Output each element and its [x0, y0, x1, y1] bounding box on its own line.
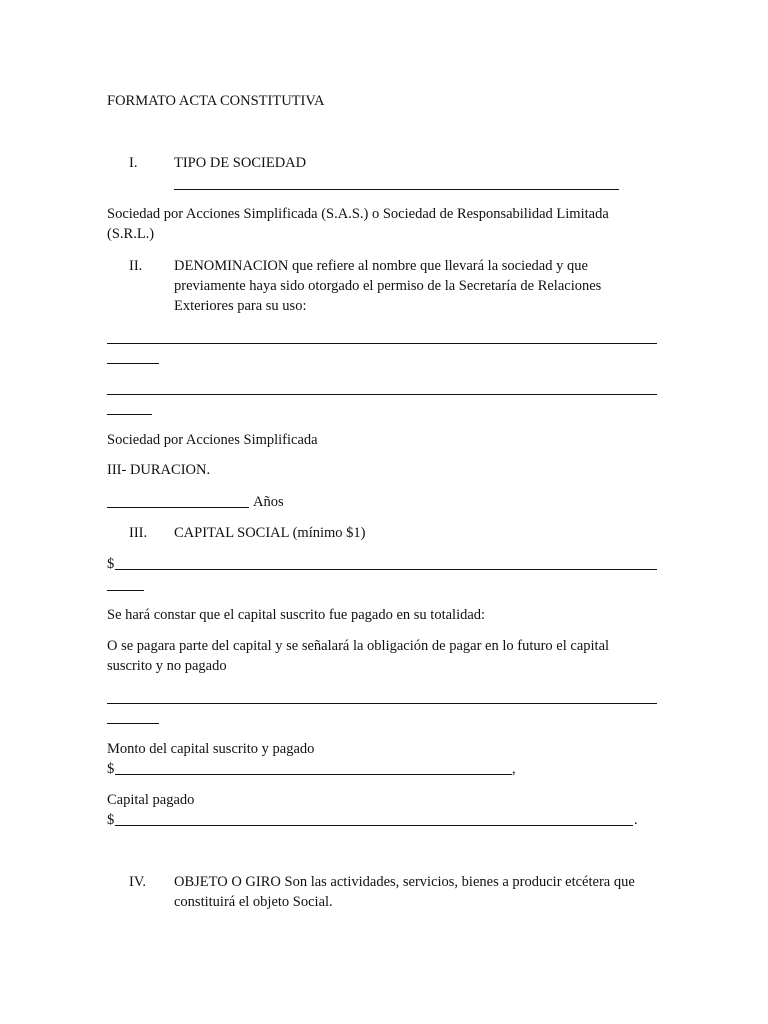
- section-2-numeral: II.: [129, 258, 143, 274]
- denominacion-blank-line-1-cont[interactable]: [107, 363, 159, 364]
- parcial-blank-line-cont[interactable]: [107, 723, 159, 724]
- capital-blank-line-cont[interactable]: [107, 590, 144, 591]
- section-3-heading: CAPITAL SOCIAL (mínimo $1): [174, 525, 366, 541]
- denominacion-blank-line-2-cont[interactable]: [107, 414, 152, 415]
- section-4-paragraph: [174, 872, 664, 912]
- section-2-heading: DENOMINACION: [174, 258, 289, 274]
- tipo-blank-line[interactable]: [174, 189, 619, 190]
- capital-pagado-dollar-sign: $: [107, 812, 115, 828]
- monto-suffix: ,: [512, 761, 516, 777]
- pagado-totalidad-text: Se hará constar que el capital suscrito fue pagado en su totalidad:: [107, 607, 486, 623]
- section-1-heading: TIPO DE SOCIEDAD: [174, 155, 307, 171]
- denominacion-blank-line-2[interactable]: [107, 394, 657, 395]
- capital-blank-line[interactable]: [115, 569, 657, 570]
- denominacion-value: Sociedad por Acciones Simplificada: [107, 432, 318, 448]
- section-2-paragraph: [174, 256, 644, 316]
- capital-pagado-blank-line[interactable]: [115, 825, 633, 826]
- capital-dollar-sign: $: [107, 556, 115, 572]
- duracion-blank-line[interactable]: [107, 507, 249, 508]
- tipo-sociedad-text: Sociedad por Acciones Simplificada (S.A.S.) o Sociedad de Responsabilidad Limitada (S.R.L.): [107, 206, 609, 242]
- section-2-text: que refiere al nombre que llevará la sociedad y que previamente haya sido otorgado el permiso de la Secretaría de Relaciones Exteriores para su uso:: [174, 258, 602, 314]
- parcial-blank-line[interactable]: [107, 703, 657, 704]
- section-4-text: Son las actividades, servicios, bienes a producir etcétera que constituirá el objeto Social.: [174, 874, 635, 910]
- section-4-heading: OBJETO O GIRO: [174, 874, 281, 890]
- monto-blank-line[interactable]: [115, 774, 512, 775]
- monto-dollar-sign: $: [107, 761, 115, 777]
- pagado-parcial-text: O se pagara parte del capital y se señalará la obligación de pagar en lo futuro el capital suscrito y no pagado: [107, 638, 610, 674]
- denominacion-blank-line-1[interactable]: [107, 343, 657, 344]
- section-1-numeral: I.: [129, 155, 138, 171]
- section-4-numeral: IV.: [129, 874, 147, 890]
- capital-pagado-suffix: .: [634, 812, 638, 828]
- section-3-numeral: III.: [129, 525, 148, 541]
- capital-pagado-label: Capital pagado: [107, 792, 195, 808]
- anos-label: Años: [253, 494, 284, 510]
- document-title: FORMATO ACTA CONSTITUTIVA: [107, 93, 325, 109]
- duracion-heading: III- DURACION.: [107, 462, 211, 478]
- monto-label: Monto del capital suscrito y pagado: [107, 741, 315, 757]
